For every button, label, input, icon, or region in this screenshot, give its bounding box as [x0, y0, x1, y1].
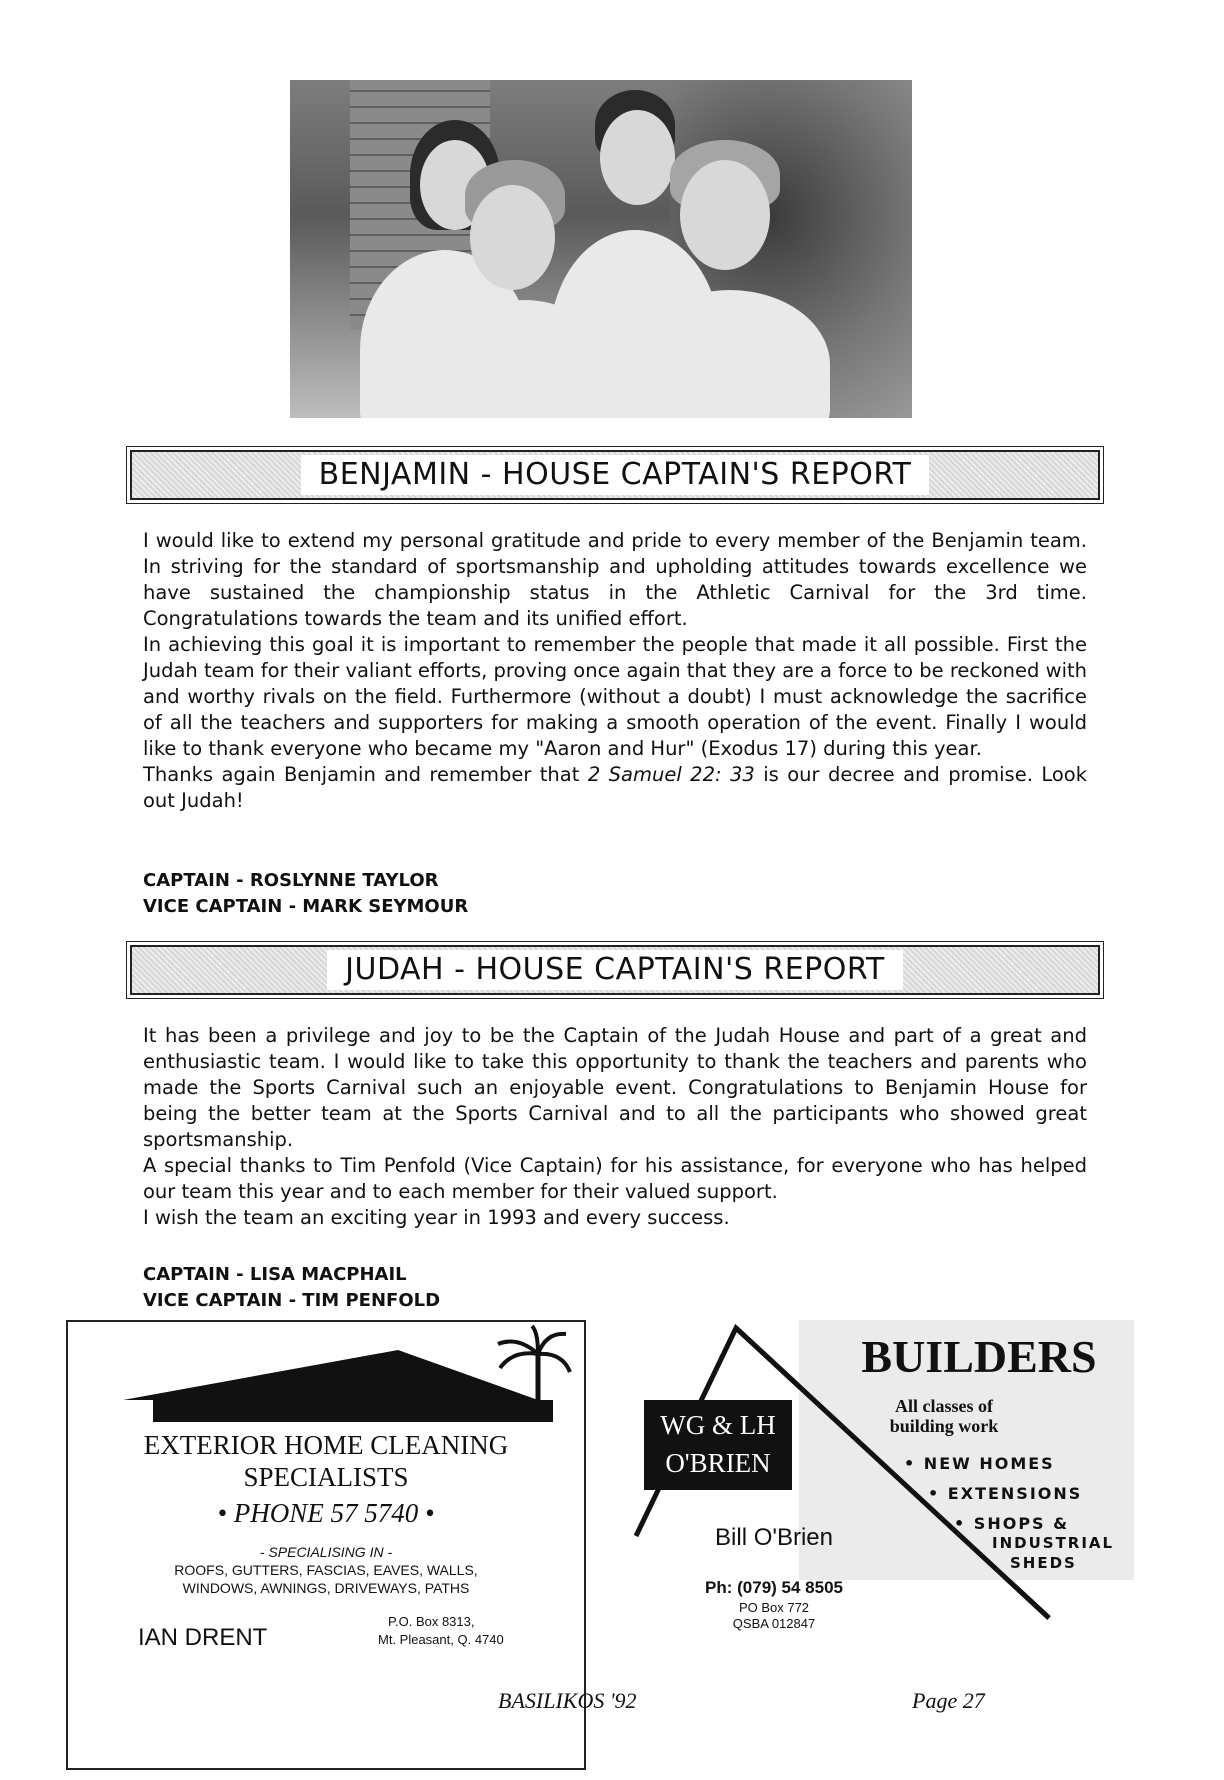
builders-item-sheds: SHEDS — [1010, 1554, 1077, 1572]
benjamin-heading: BENJAMIN - HOUSE CAPTAIN'S REPORT — [301, 455, 930, 495]
face-2 — [470, 185, 555, 290]
house-roof-icon — [68, 1322, 584, 1432]
judah-vice-captain: VICE CAPTAIN - TIM PENFOLD — [143, 1290, 441, 1311]
judah-paragraph-3: I wish the team an exciting year in 1993 and every success. — [143, 1206, 730, 1229]
judah-report — [143, 1023, 1087, 1231]
builders-company-1: WG & LH — [660, 1410, 776, 1440]
benjamin-captains — [143, 868, 468, 920]
ad-cleaning-po-1: P.O. Box 8313, — [388, 1614, 475, 1629]
judah-heading: JUDAH - HOUSE CAPTAIN'S REPORT — [327, 950, 903, 990]
builders-tag-1: All classes of — [895, 1396, 993, 1416]
ad-cleaning-services-1: ROOFS, GUTTERS, FASCIAS, EAVES, WALLS, — [174, 1562, 478, 1578]
ad-cleaning-specialising: - SPECIALISING IN - — [259, 1544, 393, 1560]
face-4 — [680, 160, 770, 270]
publication-name: BASILIKOS '92 — [498, 1688, 637, 1713]
benjamin-captain: CAPTAIN - ROSLYNNE TAYLOR — [143, 870, 439, 891]
benjamin-paragraph-1: I would like to extend my personal gratitude and pride to every member of the Benjamin team. In striving for the standard of sportsmanship and upholding attitudes towards excellence we have sustained the championship status in the Athletic Carnival for the 3rd time. Congratulations towards the team and its unified effort. — [143, 529, 1087, 630]
judah-paragraph-1: It has been a privilege and joy to be the Captain of the Judah House and part of a great and enthusiastic team. I would like to take this opportunity to thank the teachers and parents who made the Sports Carnival such an enjoyable event. Congratulations to Benjamin House for being the better team at the Sports Carnival and to all the participants who showed great sportsmanship. — [143, 1024, 1087, 1151]
house-captains-photo — [290, 80, 912, 418]
builders-title: BUILDERS — [861, 1331, 1097, 1382]
builders-qsba: QSBA 012847 — [732, 1616, 816, 1631]
benjamin-vice-captain: VICE CAPTAIN - MARK SEYMOUR — [143, 896, 469, 917]
builders-item-new-homes: • NEW HOMES — [904, 1454, 1055, 1473]
scripture-reference: 2 Samuel 22: 33 — [587, 763, 755, 786]
builders-company-box — [644, 1400, 792, 1490]
page-number: Page 27 — [912, 1688, 985, 1713]
judah-paragraph-2: A special thanks to Tim Penfold (Vice Captain) for his assistance, for everyone who has helped our team this year and to each member for their valued support. — [143, 1154, 1087, 1203]
builders-tag-2: building work — [889, 1416, 999, 1436]
ad-cleaning-name: IAN DRENT — [138, 1624, 268, 1651]
builders-advertisement — [624, 1320, 1154, 1780]
benjamin-p3-end: is our decree and promise. Look out Judah! — [143, 763, 1087, 812]
ad-cleaning-phone: • PHONE 57 5740 • — [217, 1498, 435, 1528]
builders-po: PO Box 772 — [738, 1600, 810, 1615]
benjamin-paragraph-2: In achieving this goal it is important to remember the people that made it all possible. First the Judah team for their valiant efforts, proving once again that they are a force to be reckoned with and worthy rivals on the field. Furthermore (without a doubt) I must acknowledge the sacrifice of all the teachers and supporters for making a smooth operation of the event. Finally I would like to thank everyone who became my "Aaron and Hur" (Exodus 17) during this year. — [143, 633, 1087, 760]
ad-cleaning-services-2: WINDOWS, AWNINGS, DRIVEWAYS, PATHS — [182, 1580, 470, 1596]
ad-cleaning-po-2: Mt. Pleasant, Q. 4740 — [378, 1632, 504, 1647]
judah-heading-banner — [130, 945, 1100, 995]
benjamin-heading-banner — [130, 450, 1100, 500]
builders-item-shops: • SHOPS & — [954, 1514, 1070, 1533]
builders-item-industrial: INDUSTRIAL — [992, 1534, 1115, 1552]
judah-captain: CAPTAIN - LISA MACPHAIL — [143, 1264, 407, 1285]
builders-company-2: O'BRIEN — [665, 1448, 771, 1478]
builders-item-extensions: • EXTENSIONS — [928, 1484, 1083, 1503]
benjamin-p3-start: Thanks again Benjamin and remember that — [143, 763, 588, 786]
builders-contact-name: Bill O'Brien — [715, 1524, 833, 1551]
face-3 — [600, 110, 675, 205]
judah-captains — [143, 1262, 440, 1314]
builders-phone: Ph: (079) 54 8505 — [705, 1578, 843, 1597]
ad-cleaning-title-2: SPECIALISTS — [243, 1462, 409, 1492]
ad-cleaning-title-1: EXTERIOR HOME CLEANING — [143, 1430, 509, 1460]
benjamin-report — [143, 528, 1087, 814]
benjamin-paragraph-3 — [143, 762, 1087, 814]
